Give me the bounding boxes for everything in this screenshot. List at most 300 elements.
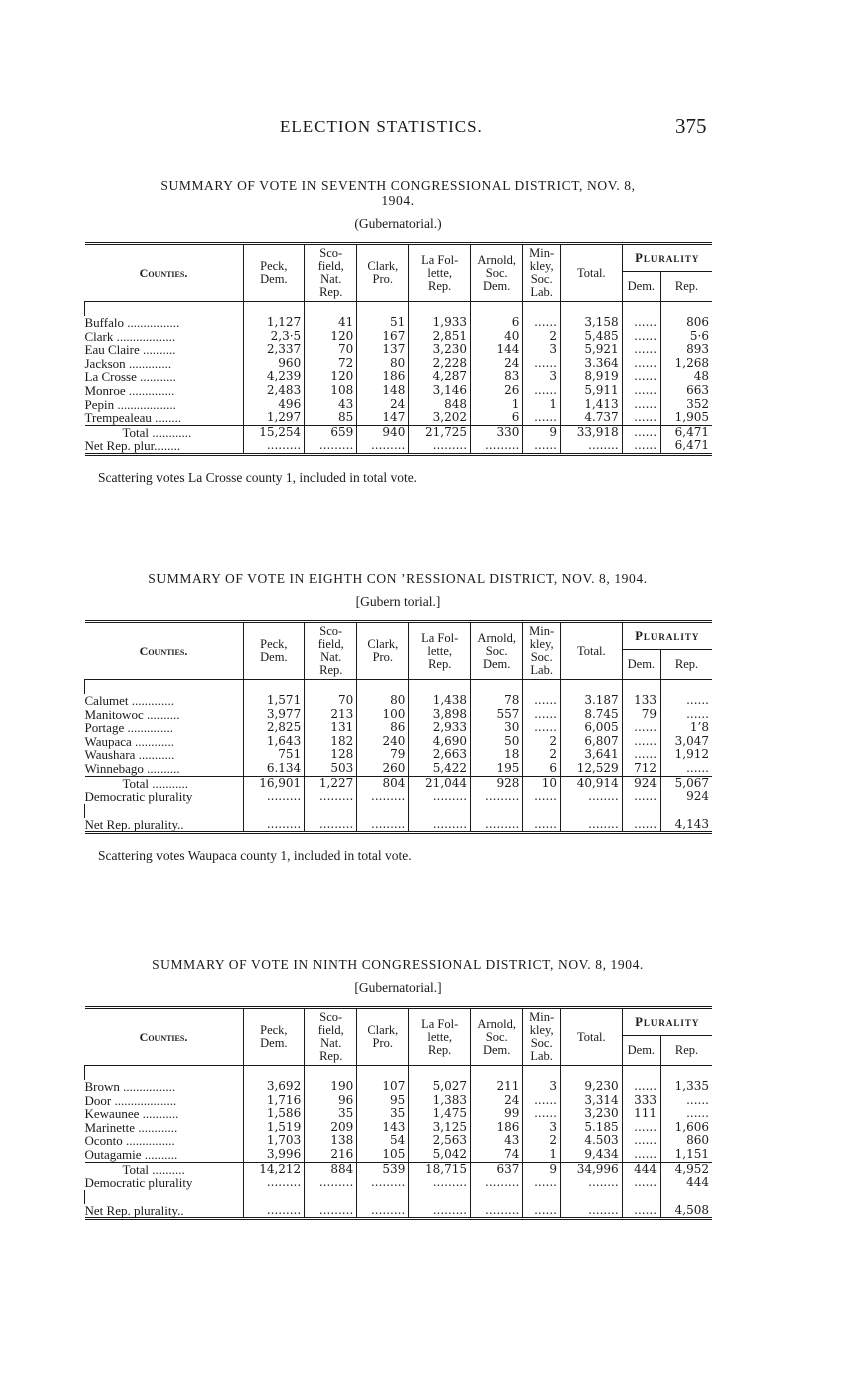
net-plurality-row — [85, 818, 713, 833]
scofield-heading-part: Rep. — [319, 1049, 343, 1063]
plurality-rep-cell: 48 — [661, 370, 712, 384]
clark-cell: 80 — [357, 357, 409, 371]
section-subtitle: [Gubern torial.] — [355, 594, 441, 609]
arnold-cell: 6 — [471, 411, 523, 425]
county-name: Trempealeau ........ — [84, 410, 182, 426]
plurality-rep-cell: 1,606 — [661, 1121, 712, 1135]
scofield-cell: 85 — [305, 411, 357, 425]
county-row — [85, 762, 713, 776]
minkley-heading-part: Soc. — [530, 1036, 553, 1050]
plurality-dem-cell: 444 — [622, 1162, 660, 1176]
table-body — [85, 302, 713, 455]
peck-cell: 1,703 — [243, 1134, 305, 1148]
total-cell: 12,529 — [560, 762, 622, 776]
total-cell: 3,158 — [560, 316, 622, 330]
plurality-rep-cell: 352 — [661, 398, 712, 412]
county-row — [85, 1148, 713, 1162]
plurality-rep-cell: ...... — [661, 1094, 712, 1108]
arnold-cell: 1 — [471, 398, 523, 412]
peck-cell: 1,643 — [243, 735, 305, 749]
clark-cell: ......... — [357, 439, 409, 454]
spacer-row — [85, 680, 713, 695]
ninth-district-section — [84, 957, 712, 1220]
total-cell: 6,807 — [560, 735, 622, 749]
county-name: Calumet ............. — [84, 693, 175, 708]
minkley-heading-part: kley, — [529, 637, 554, 651]
minkley-cell: ...... — [523, 721, 561, 735]
peck-cell: 1,127 — [243, 316, 305, 330]
row-label: Net Rep. plurality.. — [84, 1202, 184, 1218]
spacer-cell — [560, 1190, 622, 1204]
total-cell: ........ — [560, 1176, 622, 1190]
total-cell: 1,413 — [560, 398, 622, 412]
clark-cell: 167 — [357, 330, 409, 344]
header-row — [85, 244, 713, 272]
peck-cell: 3,996 — [243, 1148, 305, 1162]
plurality-dem-cell: ...... — [622, 1080, 660, 1094]
peck-cell: 15,254 — [243, 425, 305, 439]
spacer-cell — [523, 804, 561, 818]
clark-cell: 24 — [357, 398, 409, 412]
scofield-heading — [305, 1008, 357, 1066]
county-row — [85, 1107, 713, 1121]
total-cell: 3.187 — [560, 694, 622, 708]
minkley-heading — [523, 622, 561, 680]
spacer-cell — [243, 1066, 305, 1081]
peck-cell: 1,586 — [243, 1107, 305, 1121]
plurality-heading: Plurality — [622, 244, 712, 272]
clark-heading-part: Pro. — [372, 650, 394, 664]
spacer-cell — [243, 680, 305, 695]
total-cell: ........ — [560, 790, 622, 804]
plurality-rep-cell: 5·6 — [661, 330, 712, 344]
county-name: Pepin .................. — [84, 396, 176, 412]
spacer-cell — [523, 1190, 561, 1204]
spacer-cell — [85, 804, 244, 818]
section-title-line: SUMMARY OF VOTE IN EIGHTH COΝ ’RESSIONAL DISTRICT, NOV. 8, 1904. — [148, 571, 648, 586]
plurality-heading: Plurality — [622, 622, 712, 650]
county-row — [85, 343, 713, 357]
scofield-cell: 43 — [305, 398, 357, 412]
plurality-rep-cell: ...... — [661, 694, 712, 708]
scofield-heading-part: Sco- — [319, 246, 343, 260]
scofield-heading-part: Sco- — [319, 624, 343, 638]
peck-heading-part: Peck, — [260, 1023, 288, 1037]
minkley-cell: ...... — [523, 1176, 561, 1190]
minkley-heading-part: Lab. — [530, 1049, 553, 1063]
spacer-cell — [661, 680, 712, 695]
county-name: Outagamie .......... — [84, 1146, 178, 1162]
lafollette-heading-part: lette, — [427, 1029, 452, 1044]
peck-cell: 2,337 — [243, 343, 305, 357]
minkley-heading-part: kley, — [529, 1023, 554, 1037]
counties-heading: Counties. — [85, 1008, 244, 1066]
table-body — [85, 1066, 713, 1219]
arnold-heading — [471, 244, 523, 302]
spacer-cell — [85, 302, 244, 317]
page-number: 375 — [675, 114, 707, 138]
peck-cell: ......... — [243, 1204, 305, 1219]
scofield-heading-part: Nat. — [320, 650, 342, 664]
lafollette-cell: 3,202 — [409, 411, 471, 425]
section-title — [84, 571, 712, 586]
spacer-cell — [305, 302, 357, 317]
plurality-dem-cell: ...... — [622, 721, 660, 735]
scofield-heading-part: Rep. — [319, 663, 343, 677]
county-name: Waushara ........... — [84, 747, 175, 763]
minkley-cell: ...... — [523, 411, 561, 425]
row-label: Net Rep. plurality.. — [84, 816, 184, 832]
row-label: Net Rep. plur........ — [84, 438, 181, 454]
spacer-cell — [357, 804, 409, 818]
scattering-note: Scattering votes Waupaca county 1, included in total vote. — [98, 848, 412, 864]
arnold-heading-part: Arnold, — [477, 630, 516, 645]
scofield-cell: 120 — [305, 330, 357, 344]
plurality-row — [85, 1176, 713, 1190]
scofield-cell: ......... — [305, 790, 357, 804]
minkley-cell: ...... — [523, 1094, 561, 1108]
plurality-rep-cell: 4,508 — [661, 1204, 712, 1219]
lafollette-heading — [409, 244, 471, 302]
county-row — [85, 1094, 713, 1108]
minkley-cell: 1 — [523, 398, 561, 412]
lafollette-heading — [409, 622, 471, 680]
scofield-cell: 35 — [305, 1107, 357, 1121]
scofield-cell: 96 — [305, 1094, 357, 1108]
peck-cell: 1,297 — [243, 411, 305, 425]
minkley-heading — [523, 1008, 561, 1066]
spacer-cell — [243, 804, 305, 818]
county-row — [85, 316, 713, 330]
section-title — [84, 178, 712, 208]
total-cell: 3.364 — [560, 357, 622, 371]
peck-cell: 751 — [243, 748, 305, 762]
county-name: Eau Claire .......... — [84, 342, 176, 358]
clark-cell: 35 — [357, 1107, 409, 1121]
spacer-cell — [357, 1066, 409, 1081]
county-name: Monroe .............. — [84, 382, 175, 398]
peck-heading — [243, 622, 305, 680]
peck-cell: 1,716 — [243, 1094, 305, 1108]
minkley-cell: 2 — [523, 748, 561, 762]
plurality-rep-cell: 860 — [661, 1134, 712, 1148]
scofield-cell: 659 — [305, 425, 357, 439]
total-cell: 3,641 — [560, 748, 622, 762]
arnold-cell: 211 — [471, 1080, 523, 1094]
clark-heading-part: Clark, — [367, 259, 399, 273]
clark-cell: 51 — [357, 316, 409, 330]
spacer-cell — [471, 1190, 523, 1204]
minkley-cell: 3 — [523, 370, 561, 384]
lafollette-cell: 4,690 — [409, 735, 471, 749]
arnold-heading-part: Dem. — [482, 278, 511, 293]
county-name: Brown ................ — [84, 1079, 176, 1094]
scofield-cell: 1,227 — [305, 776, 357, 790]
arnold-heading-part: Arnold, — [477, 252, 516, 267]
total-row — [85, 425, 713, 439]
seventh-district-section — [84, 178, 712, 486]
lafollette-cell: 3,898 — [409, 708, 471, 722]
lafollette-heading-part: La Fol- — [421, 252, 459, 267]
plurality-dem-cell: ...... — [622, 818, 660, 833]
spacer-cell — [661, 302, 712, 317]
peck-cell: 2,483 — [243, 384, 305, 398]
clark-heading — [357, 244, 409, 302]
plurality-rep-cell: ...... — [661, 1107, 712, 1121]
table-head — [85, 244, 713, 302]
peck-heading-part: Peck, — [260, 259, 288, 273]
lafollette-cell: 1,438 — [409, 694, 471, 708]
spacer-cell — [85, 680, 244, 695]
lafollette-cell: 2,663 — [409, 748, 471, 762]
spacer-cell — [357, 1190, 409, 1204]
plurality-rep-cell: 663 — [661, 384, 712, 398]
plurality-dem-cell: ...... — [622, 316, 660, 330]
peck-heading-part: Peck, — [260, 637, 288, 651]
county-row — [85, 1134, 713, 1148]
minkley-cell: 3 — [523, 1121, 561, 1135]
net-plurality-row — [85, 1204, 713, 1219]
lafollette-cell: 1,383 — [409, 1094, 471, 1108]
county-name: Door ................... — [84, 1092, 177, 1108]
clark-cell: ......... — [357, 1176, 409, 1190]
arnold-heading — [471, 622, 523, 680]
lafollette-cell: ......... — [409, 1204, 471, 1219]
clark-cell: 95 — [357, 1094, 409, 1108]
section-subtitle: [Gubernatorial.] — [354, 980, 442, 995]
total-row — [85, 1162, 713, 1176]
peck-cell: 6.134 — [243, 762, 305, 776]
arnold-cell: ......... — [471, 439, 523, 454]
arnold-heading-part: Dem. — [482, 656, 511, 671]
scofield-heading-part: Nat. — [320, 1036, 342, 1050]
spacer-cell — [560, 680, 622, 695]
minkley-cell: 3 — [523, 343, 561, 357]
plurality-rep-cell: ...... — [661, 708, 712, 722]
minkley-cell: 2 — [523, 735, 561, 749]
arnold-cell: 83 — [471, 370, 523, 384]
peck-cell: ......... — [243, 790, 305, 804]
arnold-cell: 24 — [471, 357, 523, 371]
scofield-cell: 503 — [305, 762, 357, 776]
vote-summary-table — [84, 620, 712, 834]
plurality-rep-cell: 1,268 — [661, 357, 712, 371]
minkley-heading-part: Lab. — [530, 663, 553, 677]
arnold-cell: ......... — [471, 1176, 523, 1190]
spacer-cell — [471, 804, 523, 818]
arnold-cell: 74 — [471, 1148, 523, 1162]
eighth-district-section — [84, 571, 712, 864]
county-name: Portage .............. — [84, 720, 173, 736]
peck-cell: 960 — [243, 357, 305, 371]
clark-cell: ......... — [357, 1204, 409, 1219]
spacer-cell — [560, 1066, 622, 1081]
minkley-cell: 2 — [523, 1134, 561, 1148]
plurality-rep-cell: 6,471 — [661, 425, 712, 439]
spacer-cell — [622, 680, 660, 695]
county-name: Jackson ............. — [84, 355, 172, 371]
peck-cell: 496 — [243, 398, 305, 412]
peck-cell: 1,519 — [243, 1121, 305, 1135]
spacer-cell — [622, 1066, 660, 1081]
clark-cell: 137 — [357, 343, 409, 357]
lafollette-heading-part: Rep. — [428, 278, 452, 293]
clark-cell: 143 — [357, 1121, 409, 1135]
arnold-cell: 50 — [471, 735, 523, 749]
arnold-cell: ......... — [471, 790, 523, 804]
county-name: Marinette ............ — [84, 1119, 178, 1135]
minkley-cell: 9 — [523, 1162, 561, 1176]
plurality-dem-cell: ...... — [622, 1121, 660, 1135]
lafollette-cell: 2,228 — [409, 357, 471, 371]
county-row — [85, 411, 713, 425]
spacer-cell — [661, 1066, 712, 1081]
minkley-cell: 2 — [523, 330, 561, 344]
county-row — [85, 748, 713, 762]
spacer-cell — [409, 680, 471, 695]
peck-cell: ......... — [243, 818, 305, 833]
total-cell: 9,434 — [560, 1148, 622, 1162]
peck-cell: 1,571 — [243, 694, 305, 708]
minkley-heading-part: Min- — [529, 624, 555, 638]
lafollette-cell: 4,287 — [409, 370, 471, 384]
scofield-heading-part: field, — [317, 259, 344, 273]
county-name: Manitowoc .......... — [84, 706, 180, 722]
plurality-rep-cell: 4,952 — [661, 1162, 712, 1176]
lafollette-heading-part: Rep. — [428, 656, 452, 671]
arnold-cell: 99 — [471, 1107, 523, 1121]
header-row — [85, 1008, 713, 1036]
lafollette-cell: 5,042 — [409, 1148, 471, 1162]
lafollette-heading-part: lette, — [427, 643, 453, 658]
plurality-dem-cell: 111 — [622, 1107, 660, 1121]
plurality-dem-cell: ...... — [622, 790, 660, 804]
counties-heading: Counties. — [85, 622, 244, 680]
scofield-heading-part: Rep. — [319, 285, 343, 299]
arnold-cell: 330 — [471, 425, 523, 439]
plurality-dem-cell: ...... — [622, 411, 660, 425]
spacer-cell — [357, 680, 409, 695]
minkley-cell: 10 — [523, 776, 561, 790]
spacer-cell — [243, 1190, 305, 1204]
plurality-dem-cell: ...... — [622, 398, 660, 412]
county-row — [85, 735, 713, 749]
total-cell: 33,918 — [560, 425, 622, 439]
plurality-rep-cell: ...... — [661, 762, 712, 776]
county-row — [85, 398, 713, 412]
peck-heading-part: Dem. — [260, 650, 288, 664]
minkley-cell: ...... — [523, 790, 561, 804]
scofield-heading — [305, 244, 357, 302]
plurality-row — [85, 790, 713, 804]
total-cell: 34,996 — [560, 1162, 622, 1176]
scofield-cell: 209 — [305, 1121, 357, 1135]
plurality-rep-cell: 806 — [661, 316, 712, 330]
lafollette-cell: 848 — [409, 398, 471, 412]
spacer-cell — [85, 1190, 244, 1204]
scofield-cell: 41 — [305, 316, 357, 330]
plurality-dem-cell: 333 — [622, 1094, 660, 1108]
scofield-cell: 108 — [305, 384, 357, 398]
arnold-cell: 144 — [471, 343, 523, 357]
spacer-cell — [409, 302, 471, 317]
plurality-rep-cell: 1,335 — [661, 1080, 712, 1094]
scofield-cell: ......... — [305, 1176, 357, 1190]
plurality-row — [85, 439, 713, 454]
lafollette-heading — [409, 1008, 471, 1066]
plurality-rep-cell: 5,067 — [661, 776, 712, 790]
spacer-cell — [661, 804, 712, 818]
total-heading: Total. — [560, 622, 622, 680]
clark-heading-part: Pro. — [372, 272, 394, 286]
minkley-heading-part: kley, — [529, 259, 554, 273]
minkley-cell: ...... — [523, 316, 561, 330]
arnold-cell: 557 — [471, 708, 523, 722]
county-row — [85, 330, 713, 344]
total-heading: Total. — [560, 1008, 622, 1066]
total-cell: 8.745 — [560, 708, 622, 722]
spacer-cell — [523, 680, 561, 695]
scofield-cell: ......... — [305, 818, 357, 833]
peck-cell: 2,3·5 — [243, 330, 305, 344]
arnold-cell: 24 — [471, 1094, 523, 1108]
plurality-dem-heading: Dem. — [622, 1036, 660, 1066]
arnold-cell: 40 — [471, 330, 523, 344]
spacer-row — [85, 804, 713, 818]
county-name: La Crosse ........... — [84, 369, 176, 385]
lafollette-cell: ......... — [409, 439, 471, 454]
spacer-cell — [243, 302, 305, 317]
arnold-heading-part: Soc. — [485, 265, 508, 280]
scofield-heading-part: field, — [317, 637, 344, 651]
minkley-cell: 6 — [523, 762, 561, 776]
plurality-dem-cell: ...... — [622, 343, 660, 357]
county-row — [85, 694, 713, 708]
minkley-cell: ...... — [523, 439, 561, 454]
total-heading: Total. — [560, 244, 622, 302]
total-cell: 3,230 — [560, 1107, 622, 1121]
arnold-cell: ......... — [471, 1204, 523, 1219]
plurality-rep-cell: 444 — [661, 1176, 712, 1190]
spacer-cell — [622, 804, 660, 818]
arnold-cell: 26 — [471, 384, 523, 398]
plurality-rep-cell: 4,143 — [661, 818, 712, 833]
plurality-rep-cell: 924 — [661, 790, 712, 804]
lafollette-heading-part: Rep. — [428, 1042, 452, 1057]
total-cell: 5,911 — [560, 384, 622, 398]
plurality-rep-heading: Rep. — [661, 650, 712, 680]
minkley-heading-part: Soc. — [530, 650, 553, 664]
county-row — [85, 708, 713, 722]
plurality-rep-cell: 3,047 — [661, 735, 712, 749]
section-subtitle: (Gubernatorial.) — [354, 216, 442, 231]
arnold-heading-part: Arnold, — [477, 1016, 516, 1031]
plurality-heading: Plurality — [622, 1008, 712, 1036]
scofield-cell: 72 — [305, 357, 357, 371]
spacer-cell — [523, 302, 561, 317]
minkley-cell: 9 — [523, 425, 561, 439]
clark-cell: 804 — [357, 776, 409, 790]
scofield-heading-part: Nat. — [320, 272, 342, 286]
plurality-dem-cell: ...... — [622, 330, 660, 344]
spacer-cell — [305, 1066, 357, 1081]
clark-cell: ......... — [357, 790, 409, 804]
peck-cell: 14,212 — [243, 1162, 305, 1176]
county-row — [85, 721, 713, 735]
plurality-dem-cell: ...... — [622, 735, 660, 749]
plurality-dem-cell: ...... — [622, 1204, 660, 1219]
spacer-cell — [523, 1066, 561, 1081]
